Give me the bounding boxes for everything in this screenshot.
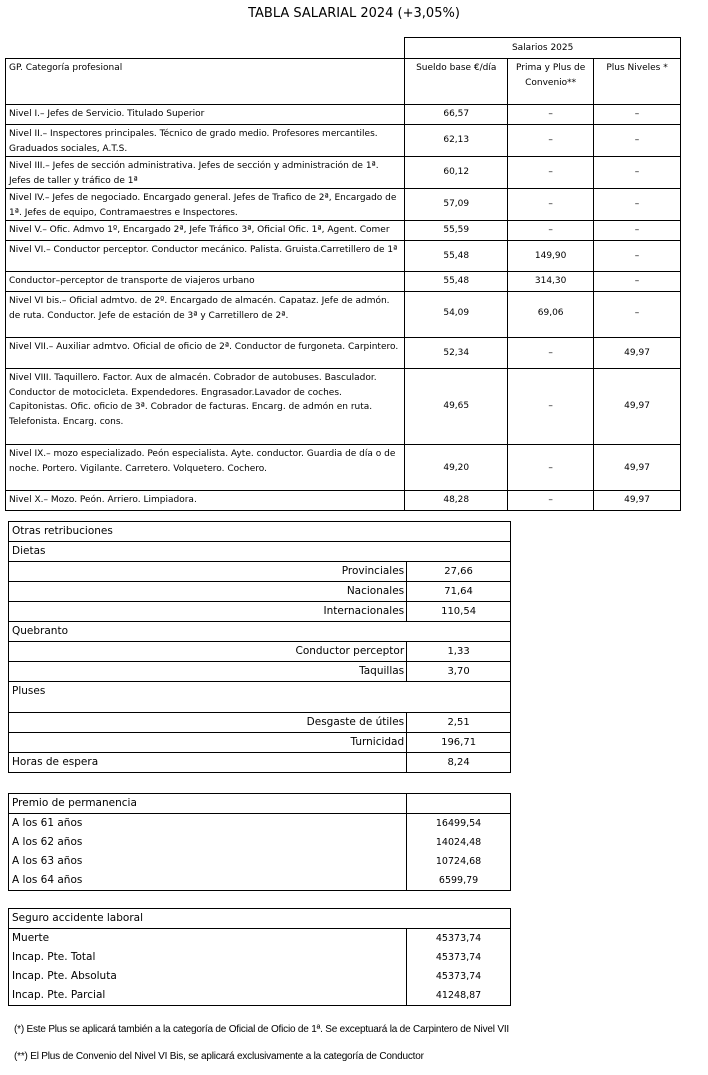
plus-cell: – — [594, 241, 681, 272]
item-value: 110,54 — [407, 602, 511, 622]
prima-cell: – — [508, 105, 594, 125]
base-cell: 57,09 — [405, 189, 508, 221]
plus-cell: – — [594, 292, 681, 338]
item-value: 3,70 — [407, 662, 511, 682]
base-cell: 49,65 — [405, 369, 508, 445]
item-value: 45373,74 — [407, 948, 511, 967]
table-row — [6, 157, 681, 189]
table-row — [6, 221, 681, 241]
prima-cell: – — [508, 491, 594, 511]
category-cell: Nivel V.– Ofic. Admvo 1º, Encargado 2ª, Jefe Tráfico 3ª, Oficial Ofic. 1ª, Agent. Comer — [6, 221, 405, 241]
category-cell: Nivel VI bis.– Oficial admtvo. de 2º. Encargado de almacén. Capataz. Jefe de admón. de ruta. Conductor. Jefe de estación de 3ª y Carretillero de 2ª. — [6, 292, 405, 338]
plus-cell: – — [594, 189, 681, 221]
item-label: Horas de espera — [9, 753, 407, 773]
col-header-category: GP. Categoría profesional — [6, 59, 405, 105]
category-cell: Nivel IV.– Jefes de negociado. Encargado general. Jefes de Trafico de 2ª, Encargado de 1ª. Jefes de equipo, Contramaestres e Inspectores. — [6, 189, 405, 221]
list-item — [9, 713, 511, 733]
item-label: A los 64 años — [9, 871, 407, 891]
prima-cell: – — [508, 125, 594, 157]
list-item — [9, 833, 511, 852]
list-item — [9, 929, 511, 949]
seguro-accidente-table — [8, 908, 511, 1006]
section-title: Premio de permanencia — [9, 794, 407, 814]
list-item — [9, 642, 511, 662]
col-header-plus: Plus Niveles * — [594, 59, 681, 105]
item-label: Provinciales — [9, 562, 407, 582]
table-row — [6, 369, 681, 445]
prima-cell: – — [508, 338, 594, 369]
plus-cell: – — [594, 105, 681, 125]
category-cell: Nivel X.– Mozo. Peón. Arriero. Limpiadora. — [6, 491, 405, 511]
item-label: Incap. Pte. Total — [9, 948, 407, 967]
item-label: Incap. Pte. Parcial — [9, 986, 407, 1006]
list-item — [9, 871, 511, 891]
prima-cell: – — [508, 221, 594, 241]
category-cell: Nivel I.– Jefes de Servicio. Titulado Superior — [6, 105, 405, 125]
category-cell: Nivel III.– Jefes de sección administrativa. Jefes de sección y administración de 1ª. Jefes de taller y tráfico de 1ª — [6, 157, 405, 189]
base-cell: 54,09 — [405, 292, 508, 338]
col-header-base: Sueldo base €/día — [405, 59, 508, 105]
plus-cell: 49,97 — [594, 338, 681, 369]
prima-cell: – — [508, 369, 594, 445]
list-item — [9, 986, 511, 1006]
base-cell: 55,48 — [405, 241, 508, 272]
item-label: Muerte — [9, 929, 407, 949]
item-value: 6599,79 — [407, 871, 511, 891]
list-item — [9, 582, 511, 602]
table-row — [6, 105, 681, 125]
plus-cell: – — [594, 157, 681, 189]
table-row — [6, 292, 681, 338]
category-cell: Nivel II.– Inspectores principales. Técnico de grado medio. Profesores mercantiles. Graduados sociales, A.T.S. — [6, 125, 405, 157]
item-value: 45373,74 — [407, 929, 511, 949]
section-title: Otras retribuciones — [9, 522, 511, 542]
page-title: TABLA SALARIAL 2024 (+3,05%) — [248, 6, 460, 21]
category-cell: Conductor–perceptor de transporte de viajeros urbano — [6, 272, 405, 292]
base-cell: 55,48 — [405, 272, 508, 292]
blank-cell — [407, 794, 511, 814]
list-item — [9, 814, 511, 834]
item-label: Turnicidad — [9, 733, 407, 753]
subsection-pluses: Pluses — [9, 682, 511, 713]
premio-permanencia-table — [8, 793, 511, 891]
base-cell: 55,59 — [405, 221, 508, 241]
plus-cell: – — [594, 221, 681, 241]
item-value: 2,51 — [407, 713, 511, 733]
category-cell: Nivel VII.– Auxiliar admtvo. Oficial de oficio de 2ª. Conductor de furgoneta. Carpintero. — [6, 338, 405, 369]
base-cell: 60,12 — [405, 157, 508, 189]
item-value: 27,66 — [407, 562, 511, 582]
category-cell: Nivel IX.– mozo especializado. Peón especialista. Ayte. conductor. Guardia de día o de noche. Portero. Vigilante. Carretero. Volquetero. Cochero. — [6, 445, 405, 491]
base-cell: 48,28 — [405, 491, 508, 511]
base-cell: 66,57 — [405, 105, 508, 125]
plus-cell: – — [594, 125, 681, 157]
table-row — [6, 445, 681, 491]
list-item — [9, 753, 511, 773]
item-label: Internacionales — [9, 602, 407, 622]
category-cell: Nivel VI.– Conductor perceptor. Conductor mecánico. Palista. Gruista.Carretillero de 1ª — [6, 241, 405, 272]
category-cell: Nivel VIII. Taquillero. Factor. Aux de almacén. Cobrador de autobuses. Basculador. Conductor de motocicleta. Expendedores. Engrasador.Lavador de coches. Capitonistas. Ofic. oficio de 3ª. Cobrador de facturas. Encarg. de admón en ruta. Telefonista. Encarg. cons. — [6, 369, 405, 445]
table-row — [6, 189, 681, 221]
item-value: 71,64 — [407, 582, 511, 602]
plus-cell: – — [594, 272, 681, 292]
footnote-plus-convenio: (**) El Plus de Convenio del Nivel VI Bis, se aplicará exclusivamente a la categoría de Conductor — [14, 1051, 424, 1062]
subsection-dietas: Dietas — [9, 542, 511, 562]
table-row — [6, 338, 681, 369]
list-item — [9, 967, 511, 986]
list-item — [9, 662, 511, 682]
col-header-prima: Prima y Plus de Convenio** — [508, 59, 594, 105]
plus-cell: 49,97 — [594, 445, 681, 491]
item-value: 196,71 — [407, 733, 511, 753]
subsection-quebranto: Quebranto — [9, 622, 511, 642]
prima-cell: – — [508, 445, 594, 491]
list-item — [9, 602, 511, 622]
prima-cell: 149,90 — [508, 241, 594, 272]
item-value: 45373,74 — [407, 967, 511, 986]
item-label: Conductor perceptor — [9, 642, 407, 662]
footnote-plus-niveles: (*) Este Plus se aplicará también a la categoría de Oficial de Oficio de 1ª. Se exceptuará la de Carpintero de Nivel VII — [14, 1024, 509, 1035]
item-label: Desgaste de útiles — [9, 713, 407, 733]
base-cell: 49,20 — [405, 445, 508, 491]
prima-cell: – — [508, 189, 594, 221]
plus-cell: 49,97 — [594, 491, 681, 511]
item-label: A los 63 años — [9, 852, 407, 871]
prima-cell: 314,30 — [508, 272, 594, 292]
item-value: 8,24 — [407, 753, 511, 773]
section-title: Seguro accidente laboral — [9, 909, 511, 929]
list-item — [9, 733, 511, 753]
item-label: Taquillas — [9, 662, 407, 682]
table-row — [6, 125, 681, 157]
prima-cell: – — [508, 157, 594, 189]
blank-header-cell — [6, 38, 405, 59]
salary-table — [5, 37, 681, 511]
item-label: Incap. Pte. Absoluta — [9, 967, 407, 986]
item-label: A los 61 años — [9, 814, 407, 834]
item-value: 16499,54 — [407, 814, 511, 834]
item-value: 41248,87 — [407, 986, 511, 1006]
item-label: Nacionales — [9, 582, 407, 602]
table-row — [6, 272, 681, 292]
base-cell: 52,34 — [405, 338, 508, 369]
item-value: 10724,68 — [407, 852, 511, 871]
plus-cell: 49,97 — [594, 369, 681, 445]
list-item — [9, 852, 511, 871]
item-value: 1,33 — [407, 642, 511, 662]
prima-cell: 69,06 — [508, 292, 594, 338]
base-cell: 62,13 — [405, 125, 508, 157]
item-label: A los 62 años — [9, 833, 407, 852]
list-item — [9, 948, 511, 967]
otras-retribuciones-table — [8, 521, 511, 773]
table-row — [6, 241, 681, 272]
item-value: 14024,48 — [407, 833, 511, 852]
group-header: Salarios 2025 — [405, 38, 681, 59]
table-row — [6, 491, 681, 511]
list-item — [9, 562, 511, 582]
